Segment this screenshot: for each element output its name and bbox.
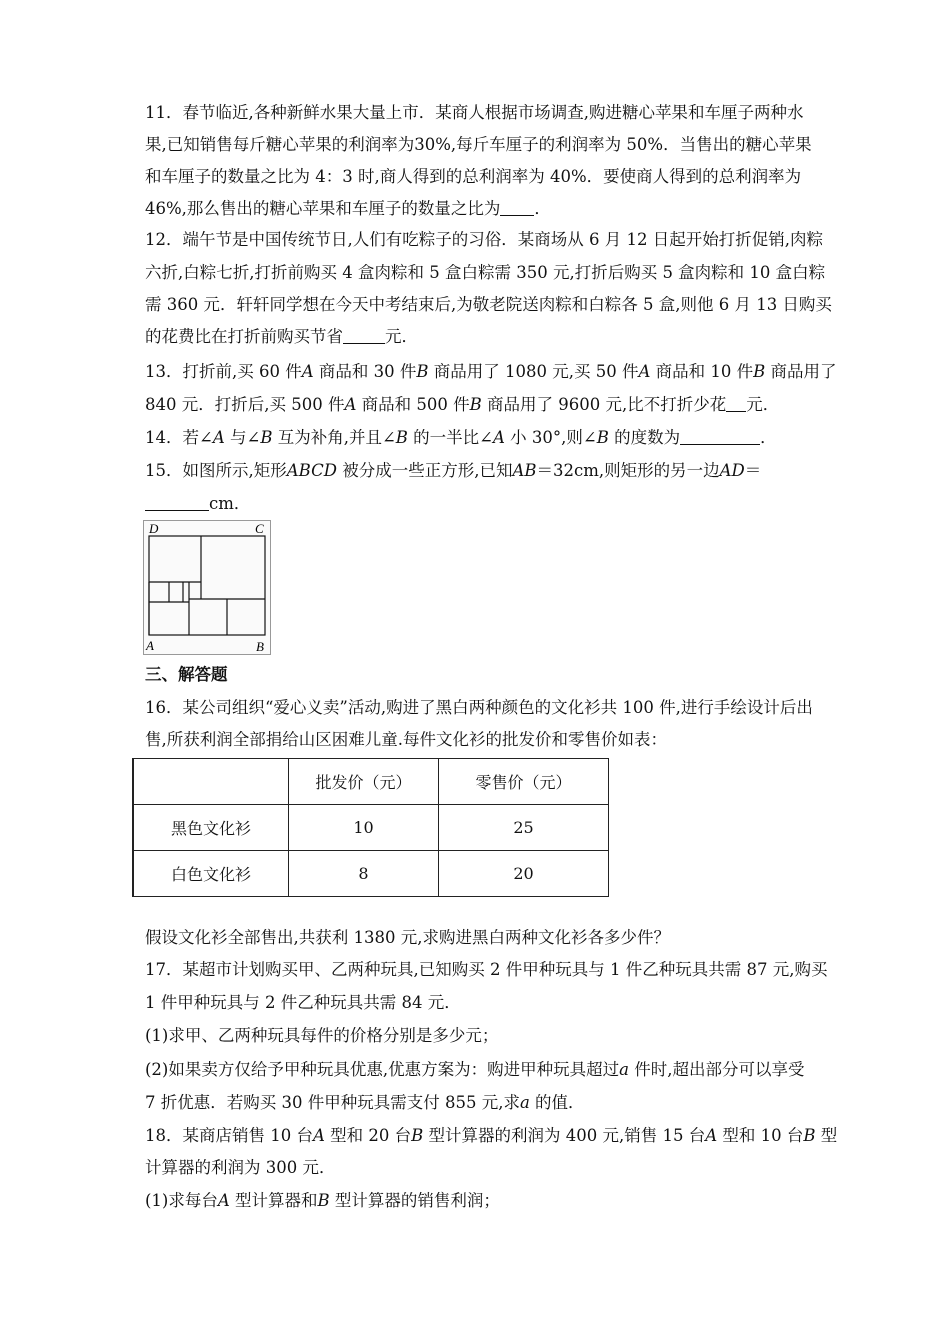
q12-line-4: [145, 327, 418, 347]
q17-line-4: [145, 1060, 804, 1080]
var-A: A: [638, 362, 651, 381]
table-cell: 黑色文化衫: [133, 805, 289, 851]
answer-blank: [500, 199, 534, 216]
q13-text: 商品用了 1080 元,买 50 件: [428, 362, 639, 381]
q15-text: ＝: [744, 461, 762, 480]
var-B: B: [317, 1191, 330, 1210]
q17-line-5: [145, 1093, 585, 1113]
q17-text: 7 折优惠．若购买 30 件甲种玩具需支付 855 元,求: [145, 1093, 520, 1112]
var-AD: AD: [719, 461, 745, 480]
q18-line-3: [145, 1191, 500, 1211]
label-B: B: [256, 639, 264, 654]
var-B: B: [260, 428, 273, 447]
q18-text: 型和 10 台: [717, 1126, 804, 1145]
q14-text: 小 30°,则∠: [504, 428, 597, 447]
var-B: B: [596, 428, 609, 447]
table-row: [133, 805, 609, 851]
var-A: A: [344, 395, 357, 414]
table-row: [133, 851, 609, 897]
answer-blank: [145, 494, 209, 511]
q17-line-1: 17．某超市计划购买甲、乙两种玩具,已知购买 2 件甲种玩具与 1 件乙种玩具共需 87 元,购买: [145, 960, 828, 979]
var-A: A: [312, 1126, 325, 1145]
q18-text: 型计算器和: [229, 1191, 318, 1210]
table-header-cell: 零售价（元）: [439, 759, 609, 805]
table-cell: 20: [439, 851, 609, 897]
label-A: A: [146, 638, 154, 653]
q17-text: (2)如果卖方仅给予甲种玩具优惠,优惠方案为：购进甲种玩具超过: [145, 1060, 620, 1079]
q16-line-3: 假设文化衫全部售出,共获利 1380 元,求购进黑白两种文化衫各多少件？: [145, 928, 670, 947]
q13-text: 商品用了: [765, 362, 837, 381]
q17-text: 件时,超出部分可以享受: [628, 1060, 805, 1079]
table-header-row: [133, 759, 609, 805]
q17-line-2: 1 件甲种玩具与 2 件乙种玩具共需 84 元．: [145, 993, 461, 1012]
q15-line-1: [145, 461, 761, 481]
var-B: B: [753, 362, 766, 381]
q13-text: 商品和 500 件: [356, 395, 470, 414]
table-cell: 8: [289, 851, 439, 897]
var-a: a: [519, 1093, 530, 1112]
q17-text: 的值．: [529, 1093, 585, 1112]
q13-text-end: 元．: [746, 395, 780, 414]
q12-line-1: 12．端午节是中国传统节日,人们有吃粽子的习俗．某商场从 6 月 12 日起开始打折促销,肉粽: [145, 230, 823, 249]
q12-text: 的花费比在打折前购买节省: [145, 327, 343, 346]
q14-text-end: ．: [760, 428, 777, 447]
q12-text-end: 元．: [385, 327, 418, 346]
q18-line-1: [145, 1126, 837, 1146]
var-A: A: [493, 428, 505, 447]
var-A: A: [212, 428, 225, 447]
table-header-cell: [133, 759, 289, 805]
label-C: C: [255, 521, 264, 536]
q18-text: (1)求每台: [145, 1191, 218, 1210]
q13-text: 13．打折前,买 60 件: [145, 362, 302, 381]
q13-text: 商品和 10 件: [650, 362, 754, 381]
q18-text: 型: [815, 1126, 838, 1145]
q16-line-1: 16．某公司组织“爱心义卖”活动,购进了黑白两种颜色的文化衫共 100 件,进行手绘设计后出: [145, 698, 813, 717]
q13-line-2: [145, 395, 779, 415]
var-ABCD: ABCD: [286, 461, 337, 480]
q15-line-2: [145, 494, 250, 514]
q11-text: 46%,那么售出的糖心苹果和车厘子的数量之比为: [145, 199, 501, 218]
q11-text-end: ．: [534, 199, 551, 218]
q14-text: 与∠: [224, 428, 261, 447]
q15-text: 15．如图所示,矩形: [145, 461, 287, 480]
var-A: A: [705, 1126, 718, 1145]
q15-text-end: cm．: [209, 494, 251, 513]
section-heading: 三、解答题: [145, 665, 228, 684]
var-A: A: [217, 1191, 230, 1210]
q14-text: 的一半比∠: [407, 428, 494, 447]
q18-line-2: 计算器的利润为 300 元．: [145, 1158, 336, 1177]
answer-blank: [680, 428, 760, 445]
price-table: [132, 758, 609, 897]
label-D: D: [149, 521, 159, 536]
table-cell: 25: [439, 805, 609, 851]
q15-text: 被分成一些正方形,已知: [336, 461, 513, 480]
q12-line-3: 需 360 元．轩轩同学想在今天中考结束后,为敬老院送肉粽和白粽各 5 盒,则他 6 月 13 日购买: [145, 295, 832, 314]
q11-line-1: 11．春节临近,各种新鲜水果大量上市．某商人根据市场调查,购进糖心苹果和车厘子两种水: [145, 103, 804, 122]
q18-text: 型计算器的利润为 400 元,销售 15 台: [423, 1126, 706, 1145]
q12-line-2: 六折,白粽七折,打折前购买 4 盒肉粽和 5 盒白粽需 350 元,打折后购买 5 盒肉粽和 10 盒白粽: [145, 263, 826, 282]
table-cell: 10: [289, 805, 439, 851]
q14-text: 互为补角,并且∠: [272, 428, 396, 447]
q13-text: 商品用了 9600 元,比不打折少花: [481, 395, 727, 414]
q16-line-2: 售,所获利润全部捐给山区困难儿童.每件文化衫的批发价和零售价如表：: [145, 730, 667, 749]
q14-text: 14．若∠: [145, 428, 213, 447]
rectangle-squares-figure: [143, 520, 271, 655]
q11-line-4: [145, 199, 551, 219]
var-AB: AB: [512, 461, 537, 480]
var-B: B: [411, 1126, 424, 1145]
q13-text: 840 元．打折后,买 500 件: [145, 395, 345, 414]
q13-text: 商品和 30 件: [313, 362, 417, 381]
var-A: A: [301, 362, 314, 381]
q18-text: 型和 20 台: [324, 1126, 412, 1145]
q15-text: ＝32cm,则矩形的另一边: [536, 461, 720, 480]
var-B: B: [469, 395, 482, 414]
var-B: B: [416, 362, 429, 381]
table-header-cell: 批发价（元）: [289, 759, 439, 805]
q14-text: 的度数为: [608, 428, 681, 447]
var-B: B: [803, 1126, 816, 1145]
q17-line-3: (1)求甲、乙两种玩具每件的价格分别是多少元；: [145, 1026, 499, 1045]
q13-line-1: [145, 362, 837, 382]
q11-line-2: 果,已知销售每斤糖心苹果的利润率为30%,每斤车厘子的利润率为 50%．当售出的糖心苹果: [145, 135, 812, 154]
answer-blank: [726, 395, 746, 412]
var-a: a: [619, 1060, 629, 1079]
var-B: B: [395, 428, 408, 447]
q18-text: 18．某商店销售 10 台: [145, 1126, 313, 1145]
q14-line: [145, 428, 777, 448]
answer-blank: [343, 327, 385, 344]
q18-text: 型计算器的销售利润；: [329, 1191, 500, 1210]
table-cell: 白色文化衫: [133, 851, 289, 897]
q11-line-3: 和车厘子的数量之比为 4：3 时,商人得到的总利润率为 40%．要使商人得到的总利润率为: [145, 167, 802, 186]
